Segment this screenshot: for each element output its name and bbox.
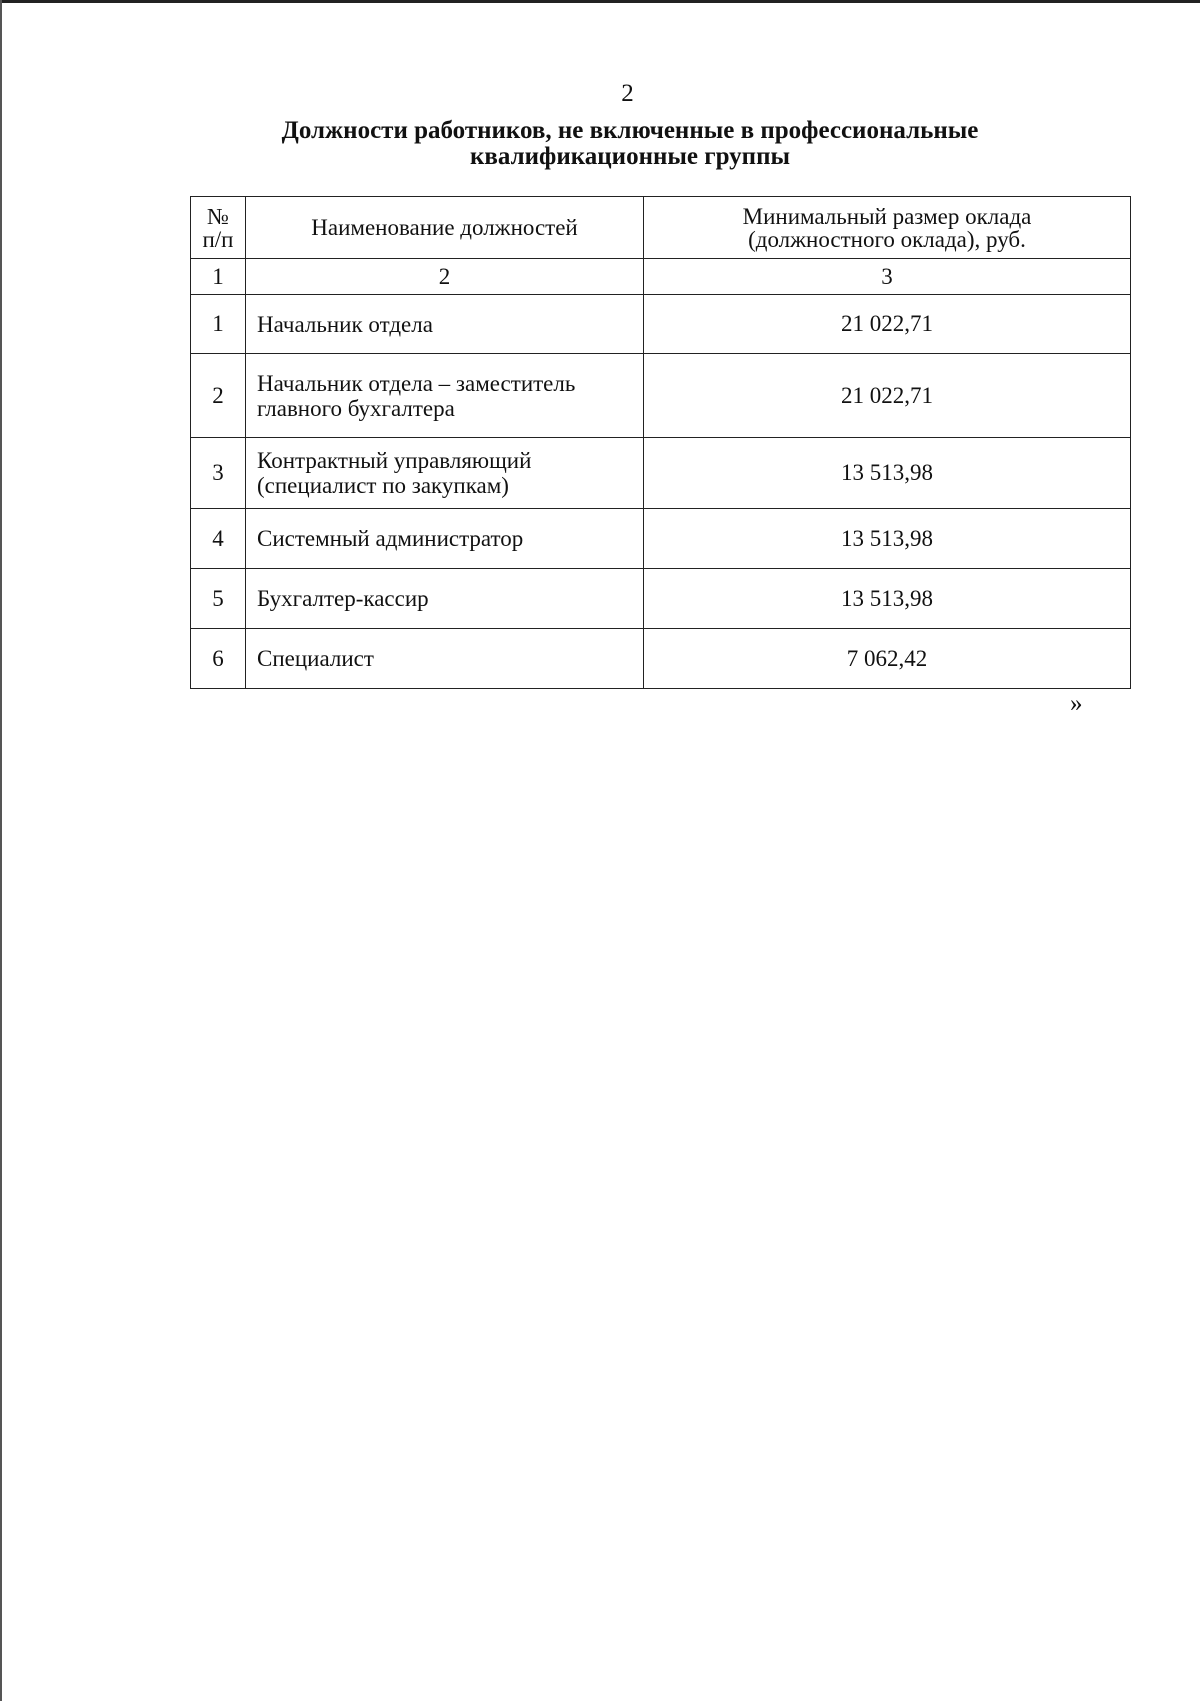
header-num-line1: №	[207, 203, 229, 229]
row-num: 4	[191, 509, 246, 569]
title-line-1: Должности работников, не включенные в профессиональные	[281, 117, 979, 144]
column-index-row	[191, 259, 1131, 295]
row-name-line1: Начальник отдела	[257, 311, 433, 337]
table-header-row	[191, 197, 1131, 259]
row-name-line1: Начальник отдела – заместитель	[257, 370, 576, 396]
row-position-name	[246, 295, 644, 354]
positions-table	[190, 196, 1131, 689]
header-name: Наименование должностей	[246, 197, 644, 259]
row-salary: 13 513,98	[644, 569, 1131, 629]
column-index-cell: 3	[644, 259, 1131, 295]
table-row	[191, 629, 1131, 689]
row-position-name	[246, 629, 644, 689]
row-num: 1	[191, 295, 246, 354]
row-num: 2	[191, 354, 246, 438]
row-salary: 13 513,98	[644, 438, 1131, 509]
row-name-line2: (специалист по закупкам)	[257, 473, 509, 498]
page-left-edge	[0, 0, 2, 1701]
row-num: 3	[191, 438, 246, 509]
table-row	[191, 569, 1131, 629]
row-position-name	[246, 438, 644, 509]
header-salary	[644, 197, 1131, 259]
row-salary: 21 022,71	[644, 354, 1131, 438]
row-num: 6	[191, 629, 246, 689]
row-num: 5	[191, 569, 246, 629]
table-row	[191, 438, 1131, 509]
row-name-line1: Бухгалтер-кассир	[257, 586, 429, 611]
row-position-name	[246, 354, 644, 438]
row-salary: 21 022,71	[644, 295, 1131, 354]
column-index-cell: 1	[191, 259, 246, 295]
table-row	[191, 509, 1131, 569]
header-num-line2: п/п	[202, 226, 234, 252]
row-salary: 13 513,98	[644, 509, 1131, 569]
title-line-2: квалификационные группы	[469, 143, 791, 170]
table-row	[191, 354, 1131, 438]
header-salary-line2: (должностного оклада), руб.	[748, 226, 1026, 252]
row-salary: 7 062,42	[644, 629, 1131, 689]
header-num	[191, 197, 246, 259]
column-index-cell: 2	[246, 259, 644, 295]
header-salary-line1: Минимальный размер оклада	[742, 203, 1032, 229]
document-title	[0, 118, 1200, 170]
page-top-edge	[0, 0, 1200, 3]
row-name-line1: Контрактный управляющий	[257, 448, 532, 473]
row-name-line1: Системный администратор	[257, 526, 524, 551]
closing-quote: »	[1070, 690, 1083, 717]
page-number: 2	[621, 80, 634, 107]
row-position-name	[246, 509, 644, 569]
row-name-line1: Специалист	[257, 646, 374, 671]
table-row	[191, 295, 1131, 354]
row-name-line2: главного бухгалтера	[257, 395, 455, 421]
row-position-name	[246, 569, 644, 629]
